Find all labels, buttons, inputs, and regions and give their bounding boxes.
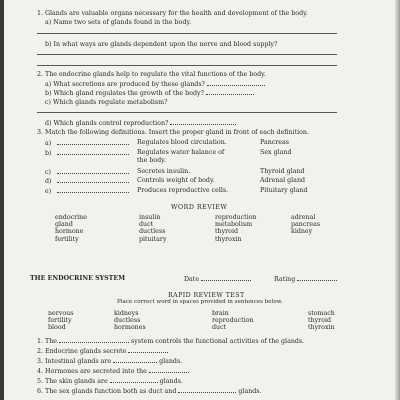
q2-b: b) Which gland regulates the growth of the body? (45, 90, 204, 97)
sentence-text: system controls the functional activities of the glands. (131, 338, 305, 345)
word-item: metabolism (215, 221, 253, 229)
rating-label: Rating (274, 276, 296, 283)
q3-gland: Pituitary gland (260, 187, 308, 194)
q3-row (45, 168, 129, 176)
q3-row (45, 149, 129, 157)
sentence (37, 387, 262, 395)
word-item: nervous (48, 310, 74, 317)
word-item: ductless (114, 317, 141, 325)
answer-line (37, 33, 337, 34)
answer-blank[interactable] (113, 357, 157, 363)
q3-def: the body. (137, 157, 166, 164)
word-item: endocrine (55, 214, 87, 221)
rapid-review-word-list (48, 310, 368, 332)
word-item: gland (55, 221, 73, 229)
q3-letter: a) (45, 140, 52, 147)
sentence-text: The sex glands function both as duct and (45, 388, 177, 395)
answer-blank[interactable] (178, 387, 236, 393)
q3-gland: Pancreas (260, 139, 290, 146)
word-item (291, 236, 361, 243)
answer-blank[interactable] (59, 337, 129, 343)
sentence (37, 347, 168, 355)
page-edge-shadow (394, 0, 400, 400)
sentence-number: 2. (37, 348, 44, 355)
word-review-title: WORD REVIEW (171, 204, 228, 211)
q3-gland: Sex gland (260, 149, 292, 156)
q3-def: Regulates blood circulation. (137, 139, 227, 146)
answer-blank[interactable] (206, 89, 254, 95)
word-item: duct (212, 324, 227, 332)
sentence-text: glands. (238, 388, 262, 395)
word-item: thyroid (215, 228, 238, 236)
q3-def: Controls weight of body. (137, 177, 215, 184)
sentence-number: 4. (37, 368, 44, 375)
answer-blank[interactable] (128, 347, 168, 353)
q3-gland: Thyroid gland (260, 168, 305, 175)
q3-letter: c) (45, 169, 51, 176)
q2-a-line (45, 80, 265, 88)
rating-blank[interactable] (297, 275, 337, 281)
sentence-text: Intestinal glands are (45, 358, 112, 365)
q3-def: Produces reproductive cells. (137, 187, 229, 194)
word-item: duct (139, 221, 154, 229)
word-item: blood (48, 324, 66, 332)
answer-blank[interactable] (207, 80, 265, 86)
sentence-text: The skin glands are (45, 378, 108, 385)
sentence-number: 6. (37, 388, 44, 395)
worksheet-page (4, 0, 400, 400)
q3-def: Regulates water balance of (137, 149, 225, 156)
word-item: thyroxin (215, 235, 242, 243)
sentence (37, 357, 182, 365)
sentence-number: 5. (37, 378, 44, 385)
sentence-text: glands. (159, 358, 183, 365)
sentence-number: 3. (37, 358, 44, 365)
word-item: adrenal (291, 214, 316, 221)
rapid-review-title: RAPID REVIEW TEST (168, 292, 245, 299)
q3-letter: e) (45, 188, 52, 195)
sentence (37, 337, 304, 345)
q1-intro: 1. Glands are valuable organs necessary for the health and development of the body. (37, 10, 308, 17)
section-title: THE ENDOCRINE SYSTEM (30, 275, 126, 282)
word-item: reproduction (215, 214, 257, 221)
q2-d: d) Which glands control reproduction? (45, 120, 169, 127)
gland-blank[interactable] (57, 177, 129, 183)
q1-b: b) In what ways are glands dependent upon the nerve and blood supply? (45, 41, 278, 48)
q2-c: c) Which glands regulate metabolism? (45, 99, 168, 106)
gland-blank[interactable] (57, 139, 129, 145)
gland-blank[interactable] (57, 187, 129, 193)
word-item: hormone (55, 228, 84, 236)
word-item: fertility (48, 317, 72, 325)
q2-d-line (45, 119, 236, 127)
q3-def: Secretes insulin. (137, 168, 191, 175)
word-item: kidney (291, 228, 313, 236)
word-item: pancreas (291, 221, 321, 229)
q3-row (45, 187, 129, 195)
q3-gland: Adrenal gland (260, 177, 306, 184)
sentence-text: Hormones are secreted into the (45, 368, 147, 375)
sentence-text: The (45, 338, 58, 345)
word-item: kidneys (114, 310, 139, 317)
word-item: ductless (139, 228, 166, 236)
date-label: Date (184, 276, 200, 283)
q3-row (45, 177, 129, 185)
answer-blank[interactable] (110, 377, 158, 383)
date-field (184, 275, 251, 283)
answer-line (37, 54, 337, 55)
date-blank[interactable] (201, 275, 251, 281)
q1-a: a) Name two sets of glands found in the body. (45, 19, 192, 26)
sentence (37, 367, 189, 375)
answer-blank[interactable] (170, 119, 236, 125)
word-item: fertility (55, 235, 79, 243)
word-item: brain (212, 310, 229, 317)
gland-blank[interactable] (57, 149, 129, 155)
q2-intro: 2. The endocrine glands help to regulate the vital functions of the body. (37, 71, 266, 78)
word-item: thyroxin (308, 324, 335, 332)
q2-a: a) What secretions are produced by these glands? (45, 81, 205, 88)
sentence-number: 1. (37, 338, 44, 345)
q3-letter: d) (45, 178, 52, 185)
word-item: pituitary (139, 235, 167, 243)
word-item: stomach (308, 310, 335, 317)
gland-blank[interactable] (57, 168, 129, 174)
sentence-text: Endocrine glands secrete (45, 348, 127, 355)
q3-intro: 3. Match the following definitions. Insert the proper gland in front of each definition. (37, 129, 309, 136)
answer-line (37, 65, 337, 66)
q3-row (45, 139, 129, 147)
answer-blank[interactable] (149, 367, 189, 373)
sentence (37, 377, 183, 385)
q3-letter: b) (45, 150, 52, 157)
word-item: insulin (139, 214, 161, 221)
rapid-review-subtitle: Place correct word in spaces provided in sentences below. (117, 299, 283, 305)
word-item: thyroid (308, 317, 331, 325)
word-item: reproduction (212, 317, 254, 325)
q2-b-line (45, 89, 254, 97)
rating-field (274, 275, 337, 283)
word-item: hormones (114, 324, 146, 332)
sentence-text: glands. (159, 378, 183, 385)
word-review-list (55, 214, 361, 243)
answer-line (37, 112, 337, 113)
